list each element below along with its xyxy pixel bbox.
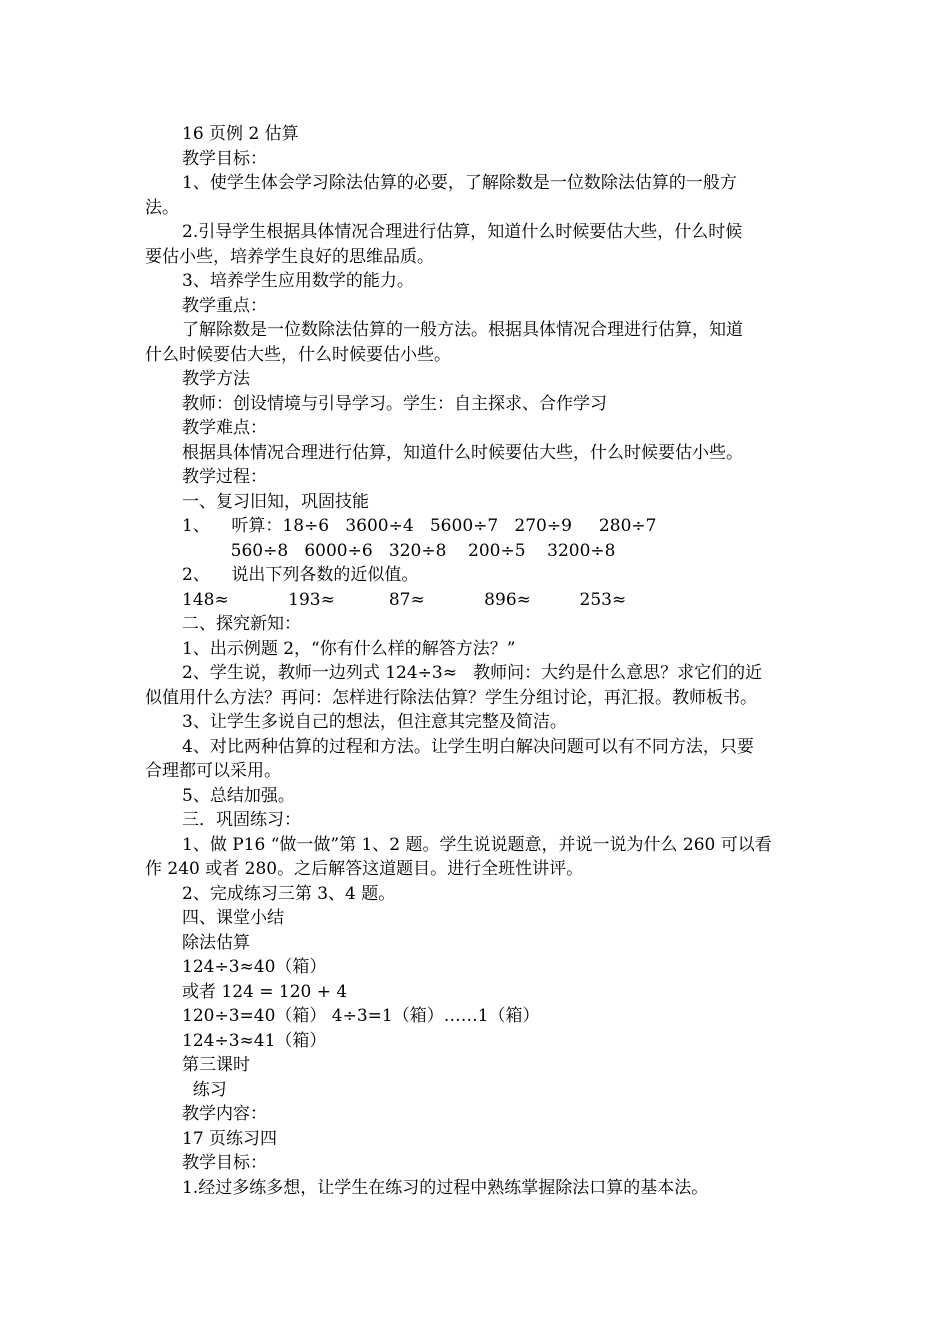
text-line: 560÷8 6000÷6 320÷8 200÷5 3200÷8 [182,540,616,561]
text-line: 2.引导学生根据具体情况合理进行估算，知道什么时候要估大些，什么时候 [182,222,743,242]
text-line: 根据具体情况合理进行估算，知道什么时候要估大些，什么时候要估小些。 [182,442,743,463]
text-line: 了解除数是一位数除法估算的一般方法。根据具体情况合理进行估算，知道 [182,320,743,340]
text-line: 1、使学生体会学习除法估算的必要，了解除数是一位数除法估算的一般方 [182,173,737,193]
text-line: 2、 说出下列各数的近似值。 [182,565,419,585]
text-line: 2、完成练习三第 3、4 题。 [182,883,396,904]
text-line: 1、做 P16 “做一做”第 1、2 题。学生说说题意，并说一说为什么 260 可以看 [182,834,772,855]
document-page [145,122,810,1200]
text-line: 练习 [182,1079,227,1100]
text-line: 3、培养学生应用数学的能力。 [182,271,414,291]
text-line: 教学难点： [182,418,267,438]
text-line: 教学方法 [182,369,250,389]
text-line: 第三课时 [182,1055,250,1075]
text-line: 教学目标： [182,1153,267,1173]
text-line: 16 页例 2 估算 [182,124,299,144]
text-line: 教学目标： [182,148,267,169]
text-line: 什么时候要估大些，什么时候要估小些。 [145,344,451,365]
text-line: 似值用什么方法？再问：怎样进行除法估算？学生分组讨论，再汇报。教师板书。 [145,687,757,708]
text-line: 5、总结加强。 [182,785,295,806]
text-line: 1.经过多练多想，让学生在练习的过程中熟练掌握除法口算的基本法。 [182,1177,709,1198]
text-line: 教学重点： [182,295,267,316]
text-line: 教学过程： [182,467,267,487]
text-line: 法。 [145,197,179,218]
text-line: 124÷3≈41（箱） [182,1030,327,1051]
text-line: 4、对比两种估算的过程和方法。让学生明白解决问题可以有不同方法，只要 [182,736,754,757]
text-line: 17 页练习四 [182,1128,278,1149]
text-line: 四、课堂小结 [182,908,284,928]
text-line: 教学内容： [182,1104,267,1124]
text-line: 要估小些，培养学生良好的思维品质。 [145,246,434,267]
text-line: 120÷3=40（箱） 4÷3=1（箱）……1（箱） [182,1006,540,1026]
text-line: 一、复习旧知，巩固技能 [182,491,369,512]
text-line: 二、探究新知： [182,614,301,634]
document-body [145,122,810,1200]
text-line: 2、学生说，教师一边列式 124÷3≈ 教师问：大约是什么意思？求它们的近 [182,663,763,683]
text-line: 3、让学生多说自己的想法，但注意其完整及简洁。 [182,712,567,732]
text-line: 或者 124 = 120 + 4 [182,981,348,1002]
text-line: 作 240 或者 280。之后解答这道题目。进行全班性讲评。 [145,859,584,879]
text-line: 除法估算 [182,932,250,953]
text-line: 合理都可以采用。 [145,761,281,781]
text-line: 三．巩固练习： [182,810,301,830]
text-line: 教师：创设情境与引导学习。学生：自主探求、合作学习 [182,393,607,414]
text-line: 148≈ 193≈ 87≈ 896≈ 253≈ [182,589,627,610]
text-line: 124÷3≈40（箱） [182,957,327,977]
text-line: 1、 听算：18÷6 3600÷4 5600÷7 270÷9 280÷7 [182,516,657,536]
text-line: 1、出示例题 2，“你有什么样的解答方法？” [182,638,516,659]
